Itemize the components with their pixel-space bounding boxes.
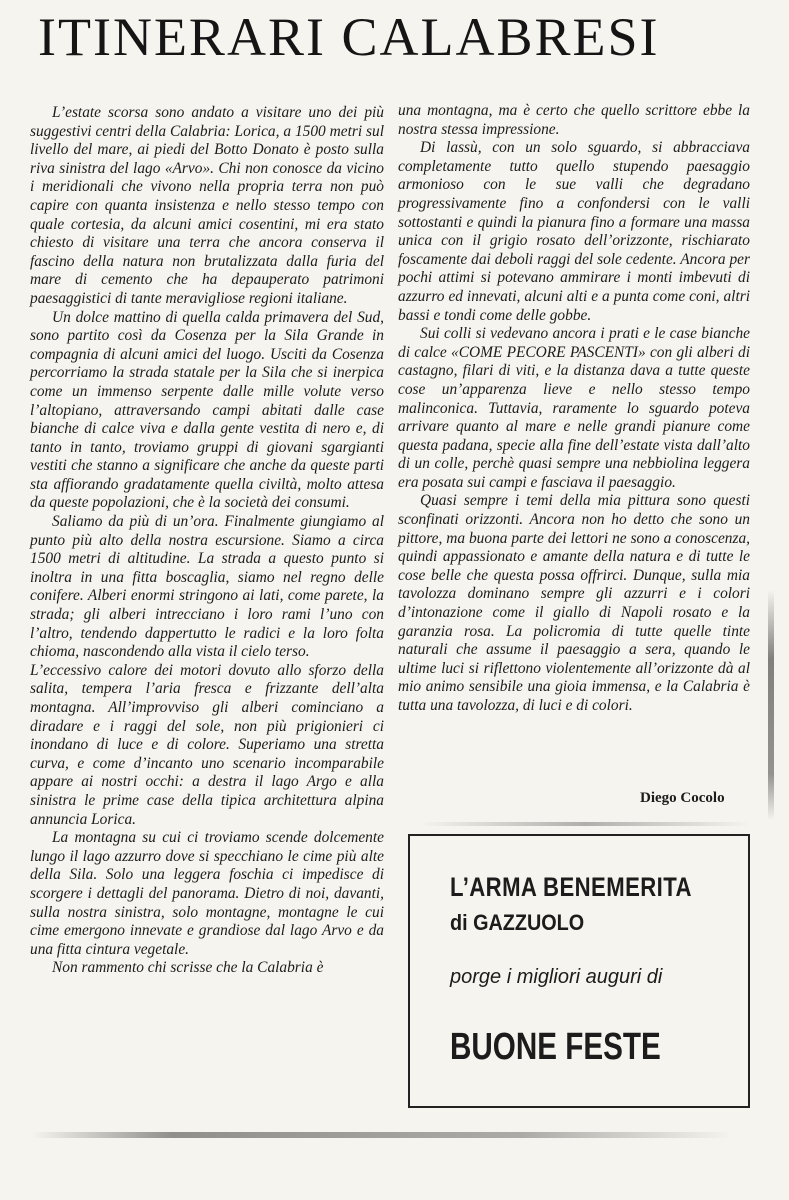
scan-mark xyxy=(768,590,774,820)
author-signature: Diego Cocolo xyxy=(640,790,725,806)
scan-mark xyxy=(32,1132,732,1138)
scan-mark xyxy=(420,822,750,826)
paragraph: Sui colli si vedevano ancora i prati e le case bianche di calce «COME PECORE PASCENTI» con gli alberi di castagno, filari di viti, e la distanza dava a tutte queste cose un’apparenza lieve e nello stesso tempo malinconica. Tuttavia, raramente lo sguardo poteva arrivare quanto al mare e nelle grandi pianure come questa padana, specie alla fine dell’estate vista dall’alto di un colle, perchè quasi sempre una nebbiolina leggera era posata sui campi e fasciava il paesaggio. xyxy=(398,325,750,491)
ad-location: di GAZZUOLO xyxy=(450,910,585,935)
ad-message: porge i migliori auguri di xyxy=(450,966,663,988)
article-title: ITINERARI CALABRESI xyxy=(38,7,660,67)
ad-headline: L’ARMA BENEMERITA xyxy=(450,872,692,902)
paragraph: Di lassù, con un solo sguardo, si abbracciava completamente tutto quello stupendo paesaggio armonioso con le sue valli che degradano progressivamente fino a confondersi con le valli sottostanti e quindi la pianura fino a formare una massa unica con il grigio rosato dell’orizzonte, rischiarato foscamente dai deboli raggi del sole cedente. Ancora per pochi attimi si potevano ammirare i monti imbevuti di azzurro ed innevati, alcuni alti e a punta come coni, altri bassi e tondi come delle gobbe. xyxy=(398,139,750,324)
paragraph: La montagna su cui ci troviamo scende dolcemente lungo il lago azzurro dove si specchiano le cime più alte della Sila. Solo una leggera foschia ci impedisce di scorgere i dettagli del panorama. Dietro di noi, davanti, sulla nostra sinistra, solo montagne, montagne le cui cime emergono innevate e grandiose dal lago Arvo e da una fitta cintura vegetale. xyxy=(30,829,384,958)
article-column-left xyxy=(30,104,384,978)
paragraph: L’eccessivo calore dei motori dovuto allo sforzo della salita, tempera l’aria fresca e frizzante dell’alta montagna. All’improvviso gli alberi cominciano a diradare e i raggi del sole, non più prigionieri ci inondano di luce e di colore. Superiamo una stretta curva, e come d’incanto uno scenario incomparabile appare ai nostri occhi: a destra il lago Argo e alla sinistra le prime case della tipica architettura alpina annuncia Lorica. xyxy=(30,661,384,828)
paragraph: Un dolce mattino di quella calda primavera del Sud, sono partito così da Cosenza per la Sila Grande in compagnia di alcuni amici del luogo. Usciti da Cosenza percorriamo la strada statale per la Sila che si inerpica come un immenso serpente dalle mille volute verso l’altopiano, attraversando campi abitati dalle case bianche di calce viva e dalla gente vestita di nero e, di tanto in tanto, troviamo gruppi di giovani sgargianti vestiti che stanno a significare che anche da queste parti sta affiorando gradatamente quella civiltà, molto attesa da queste popolazioni, che è la società dei consumi. xyxy=(30,308,384,512)
paragraph: Non rammento chi scrisse che la Calabria è xyxy=(52,959,324,977)
greetings-advertisement xyxy=(408,834,750,1108)
paragraph: Saliamo da più di un’ora. Finalmente giungiamo al punto più alto della nostra escursione. Siamo a circa 1500 metri di altitudine. La strada a questo punto si inoltra in una fitta boscaglia, siamo nel regno delle conifere. Alberi enormi stringono ai lati, come parete, la strada; gli alberi intrecciano i loro rami l’uno con l’altro, tendendo dappertutto le radici e la loro folta chioma, nascondendo alla vista il cielo terso. xyxy=(30,513,384,661)
paragraph: una montagna, ma è certo che quello scrittore ebbe la nostra stessa impressione. xyxy=(398,102,750,138)
paragraph: Quasi sempre i temi della mia pittura sono questi sconfinati orizzonti. Ancora non ho detto che sono un pittore, ma buona parte dei lettori ne sono a conoscenza, quindi appassionato e amante della natura e di tutte le cose belle che questa possa offrirci. Dunque, sulla mia tavolozza dominano sempre gli azzurri e i colori d’intonazione come il giallo di Napoli rosato e la garanzia rosa. La policromia di tutte quelle tinte naturali che assume il paesaggio a sera, quando le ultime luci si riflettono violentemente all’orizzonte dà al mio animo sensibile una gioia immensa, e la Calabria è tutta una tavolozza, di luci e di colori. xyxy=(398,492,750,714)
ad-greeting: BUONE FESTE xyxy=(450,1026,661,1068)
article-column-right xyxy=(398,102,750,716)
paragraph: L’estate scorsa sono andato a visitare uno dei più suggestivi centri della Calabria: Lorica, a 1500 metri sul livello del mare, ai piedi del Botto Donato è posto sulla riva sinistra del lago «Arvo». Chi non conosce da vicino i meridionali che vivono nella propria terra non può capire con quanta insistenza e nello stesso tempo con quale cortesia, da alcuni amici cosentini, mi era stato chiesto di visitare una terra che ancora conserva il fascino della natura non brutalizzata dalla furia del mare di cemento che ha depauperato patrimoni paesaggistici di tante meravigliose regioni italiane. xyxy=(30,104,384,307)
